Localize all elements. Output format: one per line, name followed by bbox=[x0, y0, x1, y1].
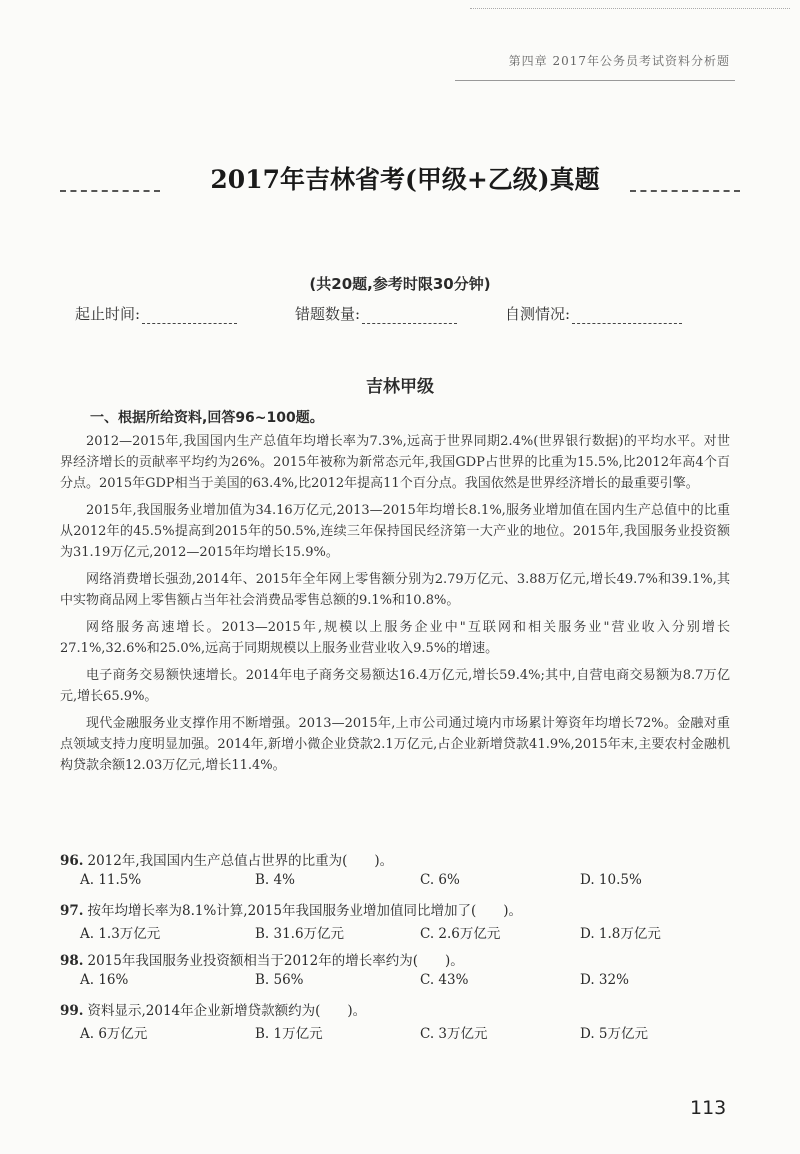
option-row bbox=[60, 972, 740, 996]
errors-blank bbox=[362, 309, 457, 324]
errors-record bbox=[295, 303, 457, 324]
title-dash-left bbox=[60, 190, 160, 192]
option-d: D. 32% bbox=[580, 972, 629, 988]
option-b: B. 31.6万亿元 bbox=[255, 926, 345, 942]
option-b: B. 1万亿元 bbox=[255, 1026, 323, 1042]
option-row bbox=[60, 922, 740, 946]
time-label: 起止时间: bbox=[75, 305, 141, 323]
option-d: D. 5万亿元 bbox=[580, 1026, 649, 1042]
header-rule bbox=[455, 80, 735, 81]
errors-label: 错题数量: bbox=[295, 305, 361, 323]
question-99 bbox=[60, 1000, 740, 1046]
question-96 bbox=[60, 850, 740, 896]
material-paragraph: 网络消费增长强劲,2014年、2015年全年网上零售额分别为2.79万亿元、3.88万亿元,增长49.7%和39.1%,其中实物商品网上零售额占当年社会消费品零售总额的9.1%和10.8%。 bbox=[60, 572, 730, 608]
question-list bbox=[60, 850, 740, 1050]
option-c: C. 43% bbox=[420, 972, 469, 988]
question-number: 99. bbox=[60, 1003, 84, 1019]
option-a: A. 6万亿元 bbox=[80, 1026, 148, 1042]
option-d: D. 1.8万亿元 bbox=[580, 926, 661, 942]
option-c: C. 3万亿元 bbox=[420, 1026, 488, 1042]
running-header: 第四章 2017年公务员考试资料分析题 bbox=[508, 54, 730, 68]
question-text: 按年均增长率为8.1%计算,2015年我国服务业增加值同比增加了( )。 bbox=[87, 903, 522, 919]
section-title: 吉林甲级 bbox=[366, 377, 434, 397]
option-a: A. 11.5% bbox=[80, 872, 142, 888]
question-number: 97. bbox=[60, 903, 84, 919]
time-record bbox=[75, 303, 237, 324]
option-a: A. 1.3万亿元 bbox=[80, 926, 161, 942]
reading-material bbox=[60, 431, 730, 782]
instruction: 一、根据所给资料,回答96~100题。 bbox=[90, 410, 324, 426]
question-97 bbox=[60, 900, 740, 946]
option-c: C. 6% bbox=[420, 872, 460, 888]
question-text: 资料显示,2014年企业新增贷款额约为( )。 bbox=[87, 1003, 367, 1019]
question-98 bbox=[60, 950, 740, 996]
question-text: 2012年,我国国内生产总值占世界的比重为( )。 bbox=[87, 853, 394, 869]
page-number: 113 bbox=[690, 1097, 727, 1119]
page-title: 2017年吉林省考(甲级+乙级)真题 bbox=[210, 165, 600, 194]
title-row bbox=[60, 160, 740, 200]
top-scan-rule bbox=[470, 8, 790, 9]
option-d: D. 10.5% bbox=[580, 872, 642, 888]
self-test-label: 自测情况: bbox=[505, 305, 571, 323]
question-number: 98. bbox=[60, 953, 84, 969]
self-record-row bbox=[75, 303, 725, 331]
question-number: 96. bbox=[60, 853, 84, 869]
material-paragraph: 电子商务交易额快速增长。2014年电子商务交易额达16.4万亿元,增长59.4%;其中,自营电商交易额为8.7万亿元,增长65.9%。 bbox=[60, 668, 730, 704]
question-stem bbox=[60, 950, 740, 972]
option-c: C. 2.6万亿元 bbox=[420, 926, 501, 942]
material-paragraph: 2015年,我国服务业增加值为34.16万亿元,2013—2015年均增长8.1%,服务业增加值在国内生产总值中的比重从2012年的45.5%提高到2015年的50.5%,连续三年保持国民经济第一大产业的地位。2015年,我国服务业投资额为31.19万亿元,2012—2015年均增长15.9%。 bbox=[60, 503, 730, 560]
option-a: A. 16% bbox=[80, 972, 129, 988]
self-test-blank bbox=[572, 309, 682, 324]
question-stem bbox=[60, 850, 740, 872]
material-paragraph: 2012—2015年,我国国内生产总值年均增长率为7.3%,远高于世界同期2.4%(世界银行数据)的平均水平。对世界经济增长的贡献率平均约为26%。2015年被称为新常态元年,我国GDP占世界的比重为15.5%,比2012年高4个百分点。2015年GDP相当于美国的63.4%,比2012年提高11个百分点。我国依然是世界经济增长的最重要引擎。 bbox=[60, 434, 730, 491]
option-row bbox=[60, 1022, 740, 1046]
time-blank bbox=[142, 309, 237, 324]
self-test-record bbox=[505, 303, 682, 324]
option-b: B. 56% bbox=[255, 972, 304, 988]
page-subtitle: (共20题,参考时限30分钟) bbox=[309, 275, 491, 293]
material-paragraph: 网络服务高速增长。2013—2015年,规模以上服务企业中"互联网和相关服务业"营业收入分别增长27.1%,32.6%和25.0%,远高于同期规模以上服务业营业收入9.5%的增速。 bbox=[60, 620, 730, 656]
option-b: B. 4% bbox=[255, 872, 295, 888]
question-stem bbox=[60, 900, 740, 922]
question-stem bbox=[60, 1000, 740, 1022]
title-dash-right bbox=[630, 190, 740, 192]
question-text: 2015年我国服务业投资额相当于2012年的增长率约为( )。 bbox=[87, 953, 464, 969]
material-paragraph: 现代金融服务业支撑作用不断增强。2013—2015年,上市公司通过境内市场累计筹资年均增长72%。金融对重点领域支持力度明显加强。2014年,新增小微企业贷款2.1万亿元,占企业新增贷款41.9%,2015年末,主要农村金融机构贷款余额12.03万亿元,增长11.4%。 bbox=[60, 716, 730, 773]
option-row bbox=[60, 872, 740, 896]
